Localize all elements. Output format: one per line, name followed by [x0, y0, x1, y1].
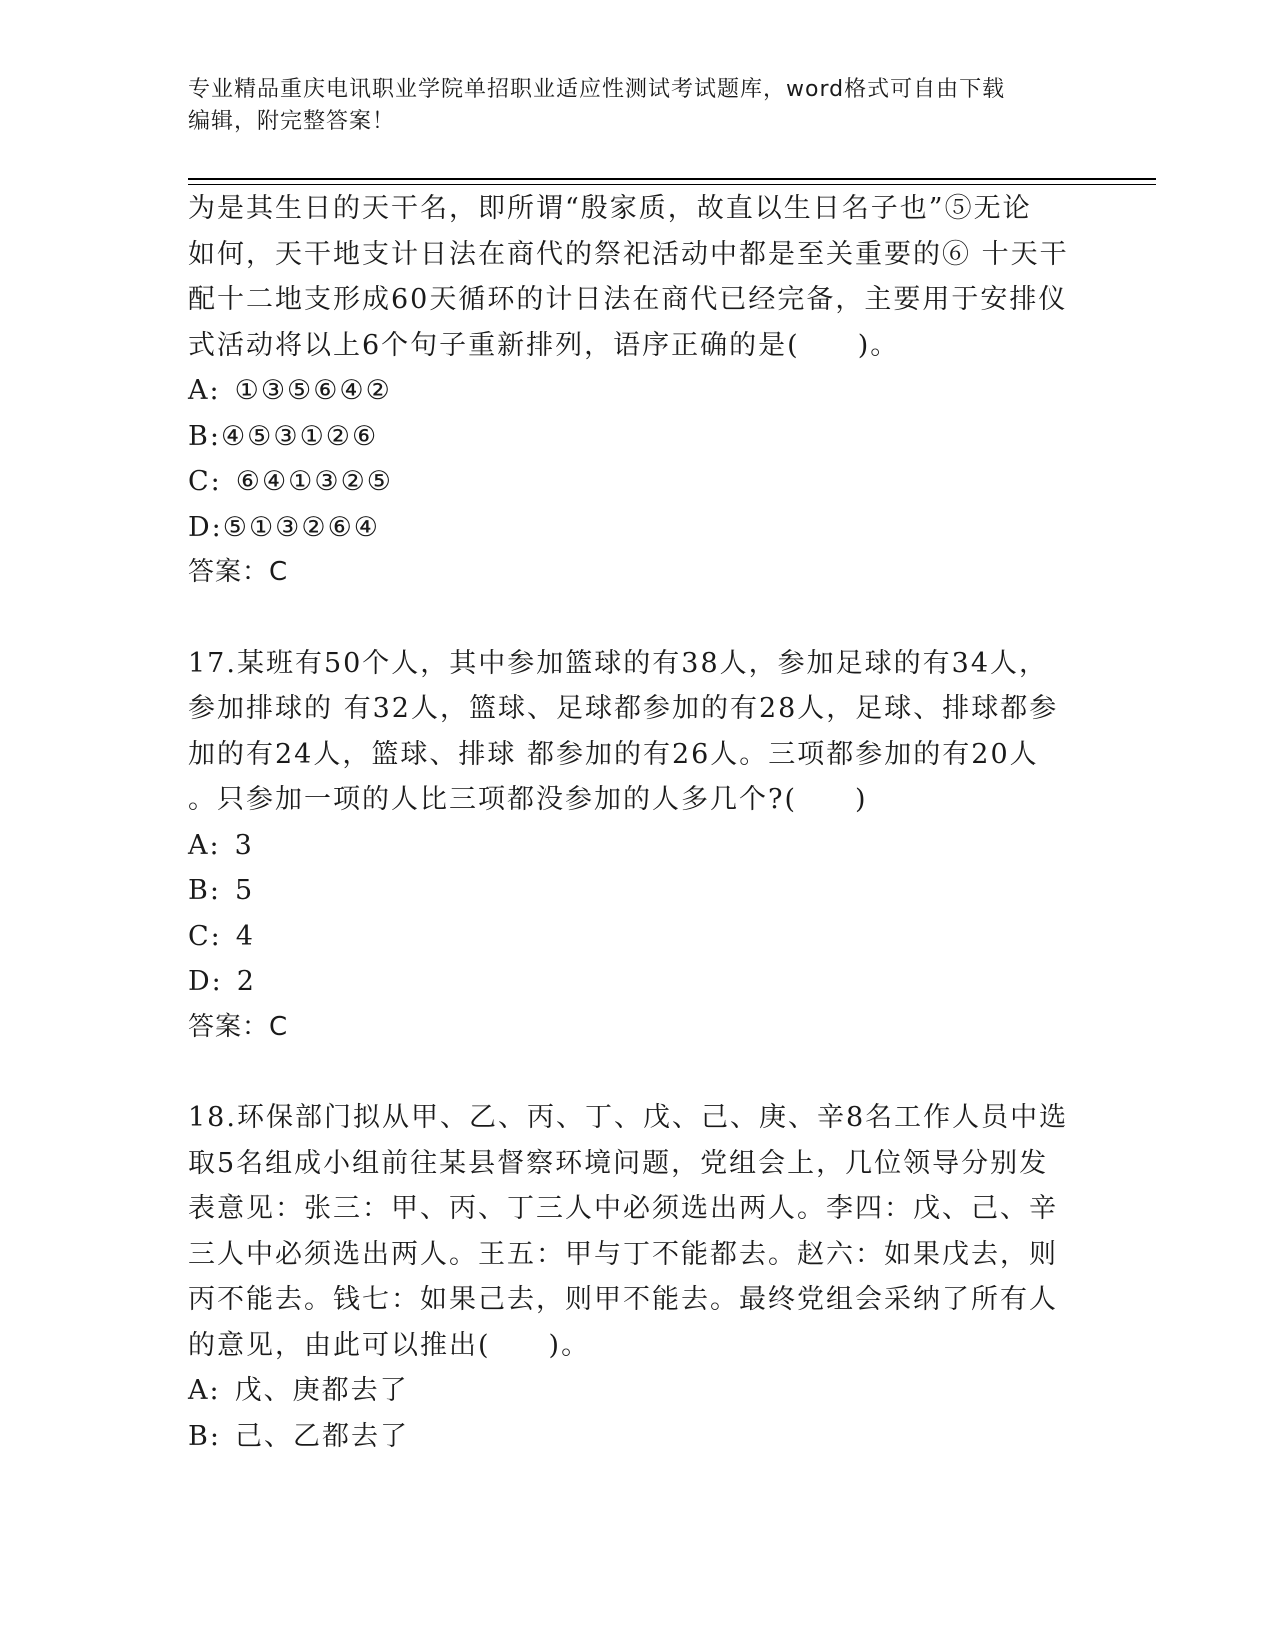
option-text: 己、乙都去了 [234, 1420, 409, 1452]
option-text: ⑥④①③②⑤ [235, 466, 393, 497]
question-16 [188, 186, 1088, 596]
option-letter: A: [188, 829, 221, 861]
header-title-line-1: 专业精品重庆电讯职业学院单招职业适应性测试考试题库，word格式可自由下载 [188, 77, 1006, 102]
stem-line: 17.某班有50个人，其中参加篮球的有38人，参加足球的有34人， [188, 647, 1049, 679]
option-c [188, 914, 1088, 960]
stem-line: 式活动将以上6个句子重新排列，语序正确的是( )。 [188, 329, 900, 361]
option-text: 戊、庚都去了 [234, 1375, 409, 1406]
option-a [188, 1368, 1088, 1414]
option-d [188, 505, 1088, 551]
question-18 [188, 1095, 1088, 1459]
option-a [188, 368, 1088, 414]
stem-line: 如何，天干地支计日法在商代的祭祀活动中都是至关重要的⑥ 十天干 [188, 238, 1069, 270]
option-text: ④⑤③①②⑥ [220, 420, 379, 452]
option-letter: C: [188, 920, 222, 952]
option-letter: D: [188, 511, 223, 543]
stem-line: 取5名组成小组前往某县督察环境问题，党组会上，几位领导分别发 [188, 1147, 1049, 1179]
question-17-stem [188, 641, 1088, 823]
question-18-stem [188, 1095, 1088, 1368]
header-divider-thin [188, 184, 1156, 185]
question-spacer [188, 1050, 1088, 1095]
document-body [188, 186, 1088, 1459]
stem-line: 的意见，由此可以推出( )。 [188, 1329, 591, 1361]
stem-line: 丙不能去。钱七：如果己去，则甲不能去。最终党组会采纳了所有人 [188, 1284, 1058, 1315]
header-title-line-2: 编辑，附完整答案！ [188, 109, 396, 134]
answer-line: 答案：C [188, 1011, 289, 1042]
option-text: 2 [236, 966, 256, 997]
answer-line: 答案：C [188, 557, 289, 587]
option-d [188, 959, 1088, 1005]
stem-line: 加的有24人，篮球、排球 都参加的有26人。三项都参加的有20人 [188, 738, 1039, 770]
option-letter: B: [188, 1420, 221, 1452]
document-header [188, 74, 1088, 138]
option-letter: B: [188, 875, 221, 906]
option-letter: A: [188, 1375, 221, 1406]
option-b [188, 868, 1088, 914]
option-letter: B: [188, 420, 221, 452]
stem-line: 。只参加一项的人比三项都没参加的人多几个?( ) [188, 784, 868, 815]
question-16-stem [188, 186, 1088, 368]
question-spacer [188, 596, 1088, 641]
option-c [188, 459, 1088, 505]
stem-line: 配十二地支形成60天循环的计日法在商代已经完备，主要用于安排仪 [188, 284, 1068, 315]
header-divider-thick [188, 178, 1156, 180]
option-text: ①③⑤⑥④② [234, 375, 392, 406]
option-text: 3 [234, 829, 254, 861]
option-text: ⑤①③②⑥④ [222, 511, 380, 543]
option-a [188, 823, 1088, 869]
stem-line: 为是其生日的天干名，即所谓“殷家质，故直以生日名子也”⑤无论 [188, 193, 1032, 224]
stem-line: 参加排球的 有32人，篮球、足球都参加的有28人，足球、排球都参 [188, 693, 1059, 724]
option-letter: C: [188, 466, 222, 497]
stem-line: 三人中必须选出两人。王五：甲与丁不能都去。赵六：如果戊去，则 [188, 1238, 1058, 1270]
stem-line: 表意见：张三：甲、丙、丁三人中必须选出两人。李四：戊、己、辛 [188, 1193, 1058, 1224]
question-17 [188, 641, 1088, 1051]
option-letter: A: [188, 375, 221, 406]
option-letter: D: [188, 966, 223, 997]
option-b [188, 1414, 1088, 1460]
stem-line: 18.环保部门拟从甲、乙、丙、丁、戊、己、庚、辛8名工作人员中选 [188, 1102, 1069, 1133]
option-text: 5 [234, 875, 255, 906]
option-b [188, 414, 1088, 460]
option-text: 4 [235, 920, 255, 952]
